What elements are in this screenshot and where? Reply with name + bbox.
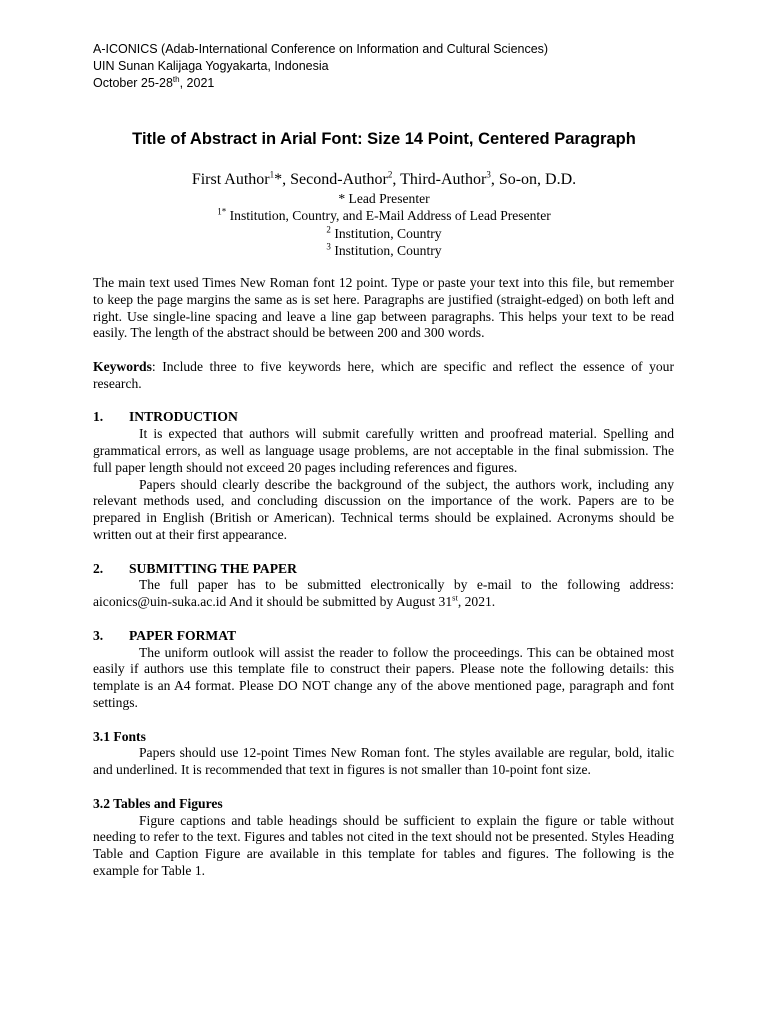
affiliation-3: $^3$ Institution, Country	[326, 241, 442, 259]
affiliations	[0, 190, 768, 260]
author-list: First Author$^1$*, Second-Author$^2$, Third-Author$^3$, So-on, D.D.	[191, 169, 577, 188]
conference-date: October 25-28th, 2021	[93, 74, 215, 90]
section-heading-paper-format: 3. PAPER FORMAT	[93, 627, 237, 643]
affiliation-2: $^2$ Institution, Country	[326, 224, 442, 241]
abstract-paragraph: The main text used Times New Roman font 12 point. Type or paste your text into this file, but remember to keep the page margins the same as is set here. Paragraphs are justified (straight-edged) on both left and right. Use single-line spacing and leave a line gap between paragraphs. This helps your text to be read easily. The length of the abstract should be between 200 and 300 words.	[93, 275, 674, 341]
conference-name: A-ICONICS (Adab-International Conference on Information and Cultural Sciences)	[93, 42, 549, 56]
submitting-paragraph: The full paper has to be submitted electronically by e-mail to the following address: aiconics@uin-suka.ac.id And it should be submitted by August 31st, 2021.	[93, 577, 674, 610]
section-heading-submitting: 2. SUBMITTING THE PAPER	[93, 560, 297, 576]
author-first: First Author	[191, 171, 270, 188]
author-other: So-on, D.D.	[498, 171, 577, 188]
keywords-label: Keywords	[93, 358, 152, 374]
author-third: Third-Author	[400, 171, 487, 188]
author-second: Second-Author	[290, 171, 388, 188]
conference-venue: UIN Sunan Kalijaga Yogyakarta, Indonesia	[93, 59, 329, 73]
keywords-paragraph: Keywords: Include three to five keywords here, which are specific and reflect the essence of your research.	[93, 358, 674, 391]
subsection-heading-tables-figures: 3.2 Tables and Figures	[93, 795, 223, 811]
introduction-paragraph-2: Papers should clearly describe the background of the subject, the authors work, including any relevant methods used, and concluding discussion on the importance of the work. Papers are to be prepared in English (British or American). Technical terms should be explained. Acronyms should be written out at their first appearance.	[93, 476, 674, 542]
document-body	[93, 275, 674, 880]
affiliation-1: $^{1*}$ Institution, Country, and E-Mail Address of Lead Presenter	[217, 206, 551, 224]
lead-presenter-note: * Lead Presenter	[338, 191, 430, 206]
paper-format-paragraph: The uniform outlook will assist the reader to follow the proceedings. This can be obtained most easily if authors use this template file to construct their papers. Please note the following details: this template is an A4 format. Please DO NOT change any of the above mentioned page, paragraph and font settings.	[93, 644, 674, 710]
tables-figures-paragraph: Figure captions and table headings should be sufficient to explain the figure or table without needing to refer to the text. Figures and tables not cited in the text should not be presented. Styles Heading Table and Caption Figure are available in this template for tables and figures. The following is the example for Table 1.	[93, 812, 674, 878]
conference-header	[93, 41, 548, 92]
section-heading-introduction: 1. INTRODUCTION	[93, 409, 238, 425]
fonts-paragraph: Papers should use 12-point Times New Roman font. The styles available are regular, bold, italic and underlined. It is recommended that text in figures is not smaller than 10-point font size.	[93, 745, 674, 778]
subsection-heading-fonts: 3.1 Fonts	[93, 728, 146, 744]
abstract-title: Title of Abstract in Arial Font: Size 14 Point, Centered Paragraph	[132, 130, 636, 148]
introduction-paragraph-1: It is expected that authors will submit carefully written and proofread material. Spelling and grammatical errors, as well as language usage problems, are not acceptable in the final submission. The full paper length should not exceed 20 pages including references and figures.	[93, 426, 674, 475]
